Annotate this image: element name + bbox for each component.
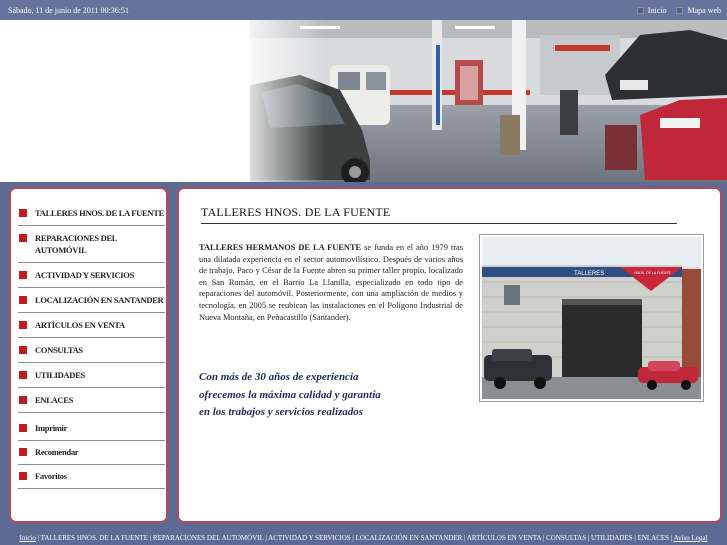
recommend-icon <box>19 448 27 456</box>
recommend-button[interactable] <box>18 441 165 465</box>
sitemap-link[interactable] <box>676 6 721 15</box>
left-navigation-panel <box>9 187 168 523</box>
workshop-banner-image <box>0 20 727 182</box>
footer-link-aviso-legal[interactable]: Aviso Legal <box>673 534 708 542</box>
intro-text: se funda en el año 1979 tras una dilatada experiencia en el sector automovilístico. Después de varios años de trabajo, Paco y César de la Fuente abren su primer taller propio, localizado en San Román, en el Barrio La Llanilla, especializado en todo tipo de reparaciones del automóvil. Posteriormente, con una ampliación de medios y tecnología, en 2005 se reubican las instalaciones en el Polígono Industrial de Nueva Montaña, en Peñacastillo (Santander). <box>199 243 463 322</box>
footer-link-articulos[interactable]: ARTÍCULOS EN VENTA <box>466 534 542 542</box>
print-icon <box>19 424 27 432</box>
bullet-icon <box>19 346 27 354</box>
top-bar <box>0 0 727 20</box>
current-date: Sábado, 11 de junio de 2011 00:36:51 <box>8 6 129 15</box>
nav-item-label: TALLERES HNOS. DE LA FUENTE <box>35 208 164 218</box>
nav-item-label: ACTIVIDAD Y SERVICIOS <box>35 270 135 280</box>
bullet-icon <box>19 234 27 242</box>
nav-item-localizacion[interactable] <box>18 288 165 313</box>
bullet-icon <box>19 371 27 379</box>
building-logo-text: HNOS. DE LA FUENTE <box>634 271 671 275</box>
bullet-icon <box>19 396 27 404</box>
slogan <box>199 369 479 422</box>
nav-item-enlaces[interactable] <box>18 388 165 413</box>
home-link[interactable] <box>637 6 667 15</box>
bullet-icon <box>19 271 27 279</box>
main-menu <box>18 201 165 413</box>
footer-link-utilidades[interactable]: UTILIDADES <box>591 534 633 542</box>
sitemap-icon <box>676 7 683 14</box>
footer-link-consultas[interactable]: CONSULTAS <box>546 534 587 542</box>
building-photo <box>479 234 704 402</box>
nav-item-label: REPARACIONES DEL AUTOMÓVIL <box>35 233 117 255</box>
footer-link-inicio[interactable]: Inicio <box>19 534 36 542</box>
nav-item-label: CONSULTAS <box>35 345 83 355</box>
nav-item-actividad[interactable] <box>18 263 165 288</box>
bullet-icon <box>19 209 27 217</box>
nav-item-utilidades[interactable] <box>18 363 165 388</box>
utility-menu <box>18 417 165 489</box>
bullet-icon <box>19 296 27 304</box>
slogan-line: Con más de 30 años de experiencia <box>199 371 359 383</box>
footer-link-localizacion[interactable]: LOCALIZACIÓN EN SANTANDER <box>355 534 463 542</box>
sitemap-link-label: Mapa web <box>687 6 721 15</box>
print-button[interactable] <box>18 417 165 441</box>
nav-item-label: UTILIDADES <box>35 370 85 380</box>
nav-item-label: LOCALIZACIÓN EN SANTANDER <box>35 295 164 305</box>
nav-item-consultas[interactable] <box>18 338 165 363</box>
favorites-icon <box>19 472 27 480</box>
top-links <box>637 6 721 15</box>
slogan-line: ofrecemos la máxima calidad y garantía <box>199 388 381 401</box>
bullet-icon <box>19 321 27 329</box>
main-content-panel <box>177 187 722 523</box>
nav-item-articulos[interactable] <box>18 313 165 338</box>
company-name: TALLERES HERMANOS DE LA FUENTE <box>199 243 362 252</box>
favorites-label: Favoritos <box>35 471 67 481</box>
home-link-label: Inicio <box>647 6 667 15</box>
recommend-label: Recomendar <box>35 447 79 457</box>
home-icon <box>637 7 644 14</box>
slogan-line: en los trabajos y servicios realizados <box>199 406 364 418</box>
workshop-building-image <box>482 237 701 399</box>
building-sign-text: TALLERES <box>574 271 605 277</box>
footer-link-reparaciones[interactable]: REPARACIONES DEL AUTOMÓVIL <box>152 534 264 542</box>
header-banner <box>0 20 727 182</box>
favorites-button[interactable] <box>18 465 165 489</box>
nav-item-reparaciones[interactable] <box>18 226 165 263</box>
footer-nav: Inicio | TALLERES HNOS. DE LA FUENTE | REPARACIONES DEL AUTOMÓVIL | ACTIVIDAD Y SERVICIOS | LOCALIZACIÓN EN SANTANDER | ARTÍCULOS EN VENTA | CONSULTAS | UTILIDADES | ENLACES | Aviso Legal <box>0 532 727 545</box>
page-title: TALLERES HNOS. DE LA FUENTE <box>201 205 677 224</box>
nav-item-label: ARTÍCULOS EN VENTA <box>35 320 125 330</box>
print-label: Imprimir <box>35 423 68 433</box>
footer-link-enlaces[interactable]: ENLACES <box>637 534 670 542</box>
footer-link-actividad[interactable]: ACTIVIDAD Y SERVICIOS <box>268 534 351 542</box>
nav-item-talleres[interactable] <box>18 201 165 226</box>
footer-link-talleres[interactable]: TALLERES HNOS. DE LA FUENTE <box>40 534 148 542</box>
nav-item-label: ENLACES <box>35 395 74 405</box>
intro-paragraph <box>199 242 463 323</box>
